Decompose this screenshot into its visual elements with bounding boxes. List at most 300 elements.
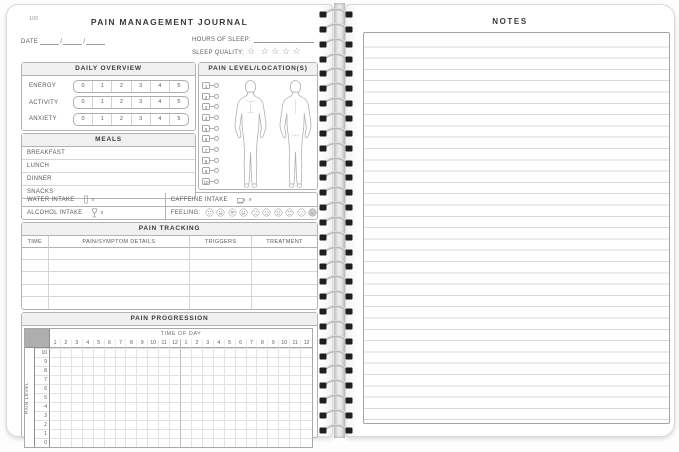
progression-cell (61, 348, 72, 357)
tracking-cell (22, 297, 49, 309)
progression-cell (203, 357, 214, 366)
progression-cell (83, 384, 94, 393)
progression-cell (247, 411, 258, 420)
progression-cell (225, 375, 236, 384)
progression-cell (105, 348, 116, 357)
level-header: 7 (35, 375, 50, 384)
progression-cell (50, 429, 61, 438)
progression-cell (257, 348, 268, 357)
grin-face-icon (239, 208, 248, 219)
progression-cell (159, 438, 170, 447)
cool-face-icon (228, 208, 237, 219)
level-header: 4 (35, 402, 50, 411)
pain-level-body (199, 76, 317, 194)
progression-cell (94, 384, 105, 393)
overview-row (22, 78, 195, 95)
overview-row-label: ENERGY (29, 83, 57, 90)
progression-cell (126, 393, 137, 402)
spiral-loop (316, 273, 356, 286)
progression-cell (247, 357, 258, 366)
body-figures (229, 76, 317, 194)
progression-cell (159, 357, 170, 366)
progression-cell (214, 438, 225, 447)
progression-cell (181, 402, 192, 411)
sleep-block (192, 30, 314, 56)
progression-cell (214, 393, 225, 402)
progression-cell (279, 411, 290, 420)
hour-header: 2 (61, 339, 72, 348)
progression-cell (159, 348, 170, 357)
pain-level-section (198, 62, 318, 190)
progression-cell (137, 420, 148, 429)
progression-cell (94, 420, 105, 429)
progression-cell (236, 357, 247, 366)
scale-cell: 3 (132, 114, 151, 125)
time-of-day-label: TIME OF DAY (160, 331, 202, 337)
date-slash: / (83, 39, 86, 45)
progression-cell (225, 429, 236, 438)
progression-cell (290, 420, 301, 429)
progression-cell (203, 420, 214, 429)
progression-cell (247, 393, 258, 402)
progression-cell (181, 438, 192, 447)
level-header: 8 (35, 366, 50, 375)
progression-cell (94, 438, 105, 447)
water-intake-label: WATER INTAKE (27, 196, 75, 203)
hour-header: 11 (290, 339, 301, 348)
progression-cell (72, 357, 83, 366)
progression-cell (159, 411, 170, 420)
scale-cell: 4 (151, 114, 170, 125)
progression-cell (61, 393, 72, 402)
pain-location-circle (214, 136, 219, 141)
progression-cell (257, 420, 268, 429)
spiral-loop (316, 318, 356, 331)
progression-cell (148, 366, 159, 375)
progression-cell (126, 366, 137, 375)
progression-cell (301, 393, 312, 402)
progression-cell (61, 366, 72, 375)
tracking-cell (49, 272, 191, 284)
hour-header: 4 (83, 339, 94, 348)
pain-tracking-section (21, 222, 318, 310)
progression-cell (94, 393, 105, 402)
spiral-loop (316, 184, 356, 197)
hour-header: 2 (192, 339, 203, 348)
hour-header: 1 (181, 339, 192, 348)
progression-cell (105, 402, 116, 411)
progression-cell (116, 429, 127, 438)
progression-cell (236, 393, 247, 402)
water-intake-multiplier: x (91, 196, 95, 203)
progression-cell (181, 429, 192, 438)
pain-scale-item (202, 91, 229, 102)
progression-cell (50, 438, 61, 447)
progression-cell (225, 348, 236, 357)
hour-header: 12 (170, 339, 181, 348)
progression-cell (126, 375, 137, 384)
spiral-loop (316, 333, 356, 346)
progression-cell (72, 438, 83, 447)
progression-cell (225, 366, 236, 375)
daily-overview-rows (22, 76, 195, 130)
progression-cell (72, 384, 83, 393)
progression-cell (159, 375, 170, 384)
progression-cell (116, 402, 127, 411)
scale-cell: 0 (74, 114, 93, 125)
progression-cell (61, 429, 72, 438)
progression-cell (257, 411, 268, 420)
progression-cell (203, 393, 214, 402)
water-glass-icon (83, 195, 89, 204)
pain-scale-item (202, 101, 229, 112)
hour-header: 5 (225, 339, 236, 348)
progression-cell (105, 420, 116, 429)
progression-cell (225, 402, 236, 411)
progression-cell (214, 348, 225, 357)
progression-cell (170, 348, 181, 357)
level-header: 10 (35, 348, 50, 357)
tracking-cell (22, 248, 49, 260)
alcohol-intake-field (22, 206, 165, 219)
progression-cell (126, 420, 137, 429)
meals-rows (22, 147, 195, 198)
tracking-column-header: TREATMENT (252, 236, 317, 248)
progression-cell (83, 438, 94, 447)
progression-cell (116, 375, 127, 384)
crying-face-icon (274, 208, 283, 219)
progression-cell (268, 393, 279, 402)
progression-cell (279, 384, 290, 393)
progression-cell (257, 366, 268, 375)
date-slash: / (60, 39, 63, 45)
progression-cell (268, 357, 279, 366)
wine-glass-icon (91, 208, 98, 218)
progression-cell (301, 402, 312, 411)
progression-cell (170, 357, 181, 366)
tracking-cell (49, 285, 191, 297)
spiral-loop (316, 95, 356, 108)
dizzy-face-icon (297, 208, 306, 219)
scale-cell: 1 (93, 97, 112, 108)
tracking-cell (190, 248, 252, 260)
tracking-cell (22, 272, 49, 284)
hour-header: 9 (268, 339, 279, 348)
progression-cell (170, 420, 181, 429)
pain-scale-item (202, 176, 229, 187)
pain-level-axis-label: PAIN LEVEL (25, 348, 35, 447)
progression-cell (290, 438, 301, 447)
progression-cell (72, 375, 83, 384)
body-front-figure (229, 79, 272, 194)
progression-cell (203, 402, 214, 411)
progression-cell (116, 348, 127, 357)
progression-cell (105, 438, 116, 447)
progression-cell (72, 429, 83, 438)
hour-header: 9 (137, 339, 148, 348)
progression-cell (170, 366, 181, 375)
date-blank-year (86, 38, 105, 45)
scale-cell: 0 (74, 97, 93, 108)
progression-cell (170, 402, 181, 411)
progression-cell (116, 366, 127, 375)
pain-scale-number: 2 (202, 93, 210, 100)
progression-cell (290, 411, 301, 420)
star-icon: ☆ (281, 46, 293, 56)
scale-cell: 4 (151, 81, 170, 92)
progression-cell (148, 429, 159, 438)
progression-cell (181, 348, 192, 357)
level-header: 2 (35, 420, 50, 429)
progression-cell (268, 375, 279, 384)
hour-header: 10 (148, 339, 159, 348)
overview-row-label: ANXIETY (29, 116, 57, 123)
angry-face-icon (285, 208, 294, 219)
hour-header: 6 (236, 339, 247, 348)
progression-corner (25, 329, 50, 348)
spiral-loop (316, 199, 356, 212)
progression-cell (94, 411, 105, 420)
progression-cell (225, 357, 236, 366)
meal-row: DINNER (22, 173, 195, 186)
progression-cell (159, 384, 170, 393)
date-label: DATE (21, 39, 39, 45)
progression-cell (137, 366, 148, 375)
progression-cell (126, 348, 137, 357)
progression-cell (225, 384, 236, 393)
star-icon: ☆ (292, 46, 304, 56)
progression-cell (105, 429, 116, 438)
body-back-figure (274, 79, 317, 194)
progression-cell (72, 420, 83, 429)
progression-cell (148, 411, 159, 420)
level-header: 3 (35, 411, 50, 420)
progression-cell (105, 384, 116, 393)
progression-cell (268, 402, 279, 411)
pain-scale-item (202, 133, 229, 144)
overview-row (22, 111, 195, 128)
progression-cell (203, 411, 214, 420)
meals-section (21, 133, 196, 199)
progression-cell (181, 420, 192, 429)
progression-cell (290, 393, 301, 402)
progression-cell (61, 402, 72, 411)
progression-cell (181, 393, 192, 402)
progression-cell (225, 438, 236, 447)
progression-cell (72, 348, 83, 357)
hour-header: 5 (94, 339, 105, 348)
pain-location-circle (214, 147, 219, 152)
main-columns (21, 62, 318, 195)
feeling-label: FEELING: (170, 210, 201, 216)
level-header: 9 (35, 357, 50, 366)
tracking-cell (252, 297, 317, 309)
pain-scale-item (202, 166, 229, 177)
progression-cell (94, 348, 105, 357)
progression-cell (236, 348, 247, 357)
scale-cell: 4 (151, 97, 170, 108)
level-header: 1 (35, 429, 50, 438)
progression-cell (301, 429, 312, 438)
hour-header: 3 (203, 339, 214, 348)
progression-cell (148, 393, 159, 402)
hours-of-sleep-field (192, 30, 314, 43)
progression-cell (94, 402, 105, 411)
pain-location-circle (214, 94, 219, 99)
progression-cell (203, 348, 214, 357)
progression-cell (61, 357, 72, 366)
overview-scale (73, 80, 189, 93)
progression-cell (192, 366, 203, 375)
page-title: PAIN MANAGEMENT JOURNAL (90, 17, 249, 27)
tracking-cell (190, 260, 252, 272)
spiral-loop (316, 125, 356, 138)
progression-cell (279, 348, 290, 357)
progression-cell (301, 348, 312, 357)
sleep-quality-stars (247, 47, 303, 56)
spiral-binding (316, 0, 356, 441)
caffeine-intake-label: CAFFEINE INTAKE (170, 196, 228, 203)
progression-cell (192, 402, 203, 411)
pain-scale-number: 6 (202, 135, 210, 142)
spiral-loop (316, 362, 356, 375)
spiral-loop (316, 169, 356, 182)
hour-header: 3 (72, 339, 83, 348)
progression-cell (148, 420, 159, 429)
tracking-cell (190, 272, 252, 284)
tracking-column-header: PAIN/SYMPTOM DETAILS (49, 236, 191, 248)
progression-cell (203, 429, 214, 438)
scale-cell: 2 (112, 114, 131, 125)
progression-cell (170, 438, 181, 447)
level-header: 5 (35, 393, 50, 402)
progression-cell (301, 384, 312, 393)
tracking-cell (49, 248, 191, 260)
progression-cell (301, 438, 312, 447)
left-column (21, 62, 196, 195)
progression-cell (192, 411, 203, 420)
date-blank-month (40, 38, 59, 45)
daily-overview-section (21, 62, 196, 131)
meals-header: MEALS (22, 134, 195, 147)
progression-cell (214, 411, 225, 420)
progression-cell (61, 375, 72, 384)
progression-cell (94, 375, 105, 384)
pain-progression-wrap (22, 326, 317, 452)
progression-cell (94, 357, 105, 366)
progression-cell (148, 348, 159, 357)
progression-cell (116, 411, 127, 420)
progression-cell (61, 438, 72, 447)
progression-cell (159, 393, 170, 402)
progression-cell (170, 429, 181, 438)
frown-face-icon (251, 208, 260, 219)
progression-cell (192, 375, 203, 384)
progression-cell (105, 411, 116, 420)
pain-progression-section (21, 312, 318, 446)
progression-cell (279, 357, 290, 366)
scale-cell: 2 (112, 97, 131, 108)
progression-cell (181, 375, 192, 384)
hour-header: 7 (116, 339, 127, 348)
progression-cell (83, 366, 94, 375)
overview-row (22, 95, 195, 112)
date-field (21, 38, 105, 45)
progression-cell (181, 411, 192, 420)
progression-cell (214, 375, 225, 384)
spiral-loop (316, 377, 356, 390)
hour-header: 12 (301, 339, 312, 348)
progression-cell (279, 420, 290, 429)
pain-scale (199, 76, 229, 194)
pain-tracking-header: PAIN TRACKING (22, 223, 317, 236)
tracking-cell (22, 285, 49, 297)
hour-header: 8 (126, 339, 137, 348)
progression-cell (247, 420, 258, 429)
tracking-cell (252, 272, 317, 284)
progression-cell (290, 375, 301, 384)
progression-cell (214, 357, 225, 366)
pain-location-circle (214, 179, 219, 184)
progression-cell (83, 357, 94, 366)
pain-location-circle (214, 115, 219, 120)
progression-cell (61, 420, 72, 429)
right-page (345, 4, 675, 437)
progression-cell (236, 438, 247, 447)
progression-cell (214, 384, 225, 393)
scale-cell: 1 (93, 81, 112, 92)
star-icon: ☆ (247, 46, 258, 56)
overview-row-label: ACTIVITY (29, 99, 59, 106)
progression-cell (247, 375, 258, 384)
tracking-cell (190, 297, 252, 309)
sleep-quality-label: SLEEP QUALITY: (192, 50, 245, 56)
hour-header: 10 (279, 339, 290, 348)
pain-scale-number: 10 (203, 180, 209, 186)
progression-cell (279, 438, 290, 447)
progression-cell (203, 366, 214, 375)
spiral-loop (316, 21, 356, 34)
spiral-loop (316, 244, 356, 257)
date-blank-day (63, 38, 82, 45)
tracking-cell (190, 285, 252, 297)
progression-cell (159, 420, 170, 429)
progression-cell (159, 366, 170, 375)
pain-level-header: PAIN LEVEL/LOCATION(S) (199, 63, 317, 76)
progression-cell (236, 429, 247, 438)
progression-cell (126, 411, 137, 420)
feeling-faces (205, 208, 318, 219)
progression-cell (181, 357, 192, 366)
progression-cell (192, 348, 203, 357)
progression-cell (148, 402, 159, 411)
progression-cell (116, 438, 127, 447)
laugh-face-icon (216, 208, 225, 219)
scale-cell: 3 (132, 81, 151, 92)
progression-cell (214, 429, 225, 438)
hour-header: 1 (50, 339, 61, 348)
progression-cell (247, 438, 258, 447)
progression-cell (72, 402, 83, 411)
tracking-cell (252, 248, 317, 260)
pain-scale-number: 7 (202, 146, 210, 153)
caffeine-intake-multiplier: x (248, 196, 252, 203)
hour-header: 11 (159, 339, 170, 348)
progression-cell (290, 402, 301, 411)
progression-cell (257, 357, 268, 366)
progression-cell (83, 429, 94, 438)
progression-cell (192, 393, 203, 402)
